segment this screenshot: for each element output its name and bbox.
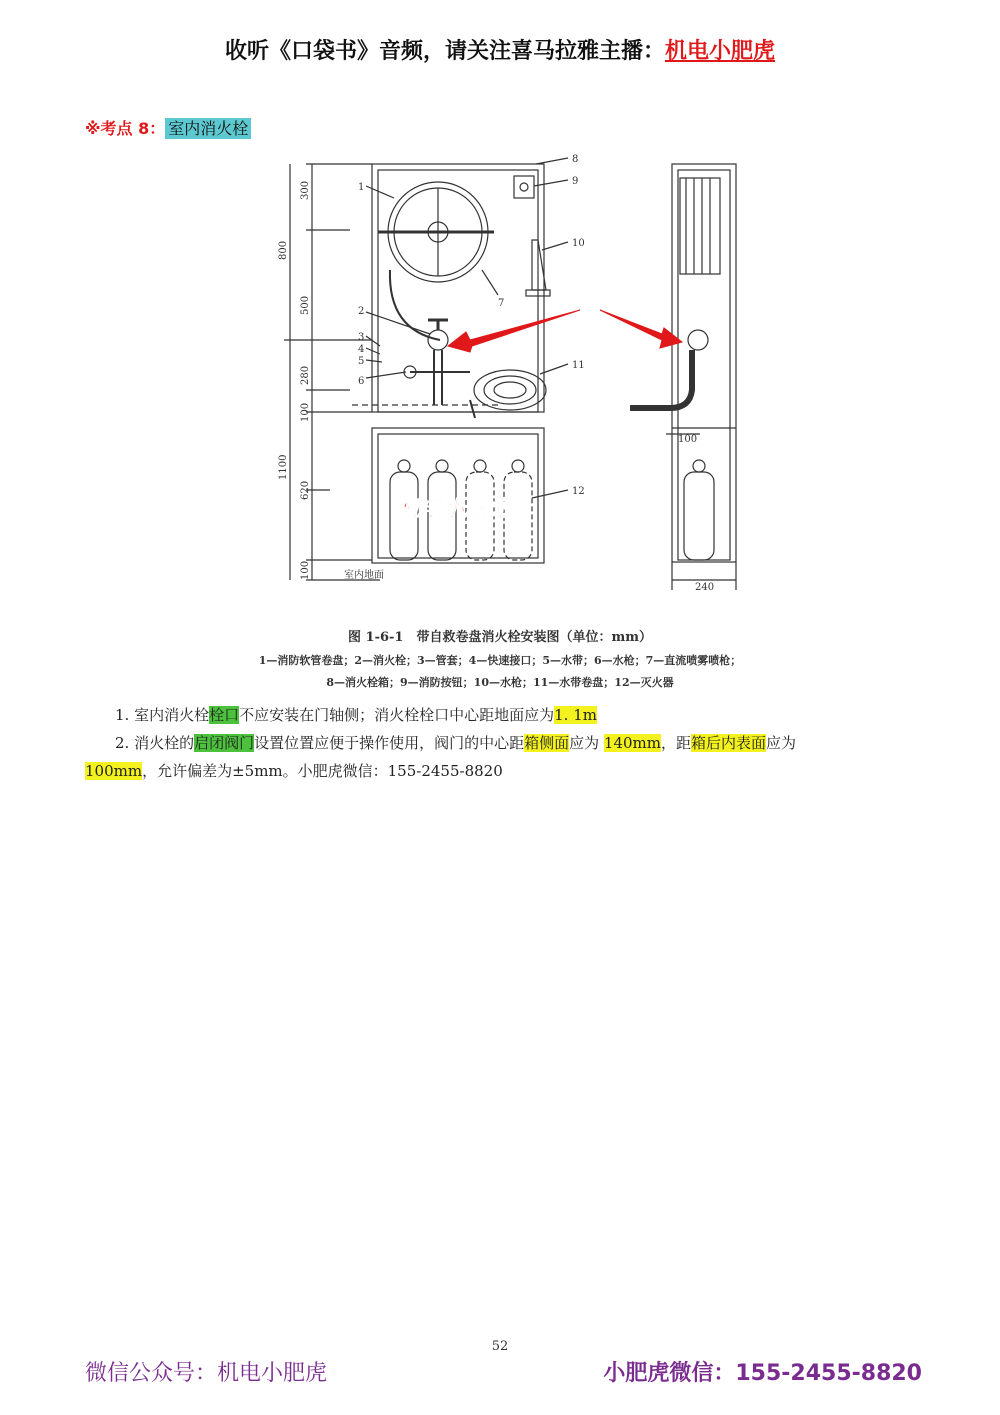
page-number: 52 [491, 1339, 509, 1354]
floor-label: 室内地面 [344, 570, 384, 581]
figure-caption: 图 1-6-1 带自救卷盘消火栓安装图（单位：mm） [348, 630, 652, 645]
dim-300: 300 [300, 180, 311, 200]
label-9: 9 [572, 176, 579, 187]
section-heading [85, 116, 251, 139]
label-7: 7 [498, 298, 505, 309]
p2-text-e: 应为 [766, 734, 797, 752]
label-11: 11 [572, 360, 585, 371]
label-10: 10 [572, 238, 585, 249]
p2-text-b: 设置位置应便于操作使用，阀门的中心距 [254, 734, 525, 752]
p2-highlight-d: 箱后内表面 [691, 734, 767, 752]
dim-100-a: 100 [300, 402, 311, 422]
dim-side-100: 100 [678, 434, 698, 445]
content-point-2 [115, 731, 930, 755]
dim-620: 620 [300, 480, 311, 500]
label-3: 3 [358, 332, 365, 343]
section-topic: 室内消火栓 [165, 118, 251, 139]
section-marker: ※考点 8： [85, 119, 166, 138]
hydrant-installation-diagram [270, 150, 770, 610]
p2-text-f: ，允许偏差为±5mm。小肥虎微信：155-2455-8820 [142, 762, 503, 780]
dim-800: 800 [278, 240, 289, 260]
footer-wechat-account: 微信公众号：机电小肥虎 [85, 1361, 328, 1386]
figure-legend-line-1: 1—消防软管卷盘；2—消火栓；3—管套；4—快速接口；5—水带；6—水枪；7—直流喷雾喷枪； [258, 654, 742, 667]
p2-text-d: ，距 [661, 734, 692, 752]
p1-text-b: 不应安装在门轴侧；消火栓栓口中心距地面应为 [239, 706, 555, 724]
label-5: 5 [358, 356, 365, 367]
label-12: 12 [572, 486, 585, 497]
footer-wechat-contact: 小肥虎微信：155-2455-8820 [603, 1361, 922, 1386]
header-text: 收听《口袋书》音频，请关注喜马拉雅主播： [224, 39, 665, 64]
page-header [0, 34, 1000, 65]
label-1: 1 [358, 182, 365, 193]
figure-watermark: 机电小肥虎 [398, 496, 509, 522]
dim-500: 500 [300, 295, 311, 315]
p2-highlight-c: 140mm [603, 734, 661, 752]
p1-highlight-b: 1. 1m [554, 706, 597, 724]
label-8: 8 [572, 154, 579, 165]
p2-text-a: 2. 消火栓的 [115, 734, 195, 752]
p2-highlight-a: 启闭阀门 [194, 734, 255, 752]
p2-text-c: 应为 [569, 734, 604, 752]
content-point-2-continued [85, 759, 935, 783]
header-author: 机电小肥虎 [665, 39, 776, 64]
p1-text-a: 1. 室内消火栓 [115, 706, 210, 724]
label-4: 4 [358, 344, 365, 355]
dim-280: 280 [300, 365, 311, 385]
content-point-1 [115, 703, 597, 727]
dim-side-240: 240 [695, 582, 715, 593]
p2-highlight-e: 100mm [85, 762, 143, 780]
dim-1100: 1100 [278, 454, 289, 480]
label-2: 2 [358, 306, 365, 317]
dim-100-b: 100 [300, 560, 311, 580]
p1-highlight-a: 栓口 [209, 706, 240, 724]
figure-legend-line-2: 8—消火栓箱；9—消防按钮；10—水枪；11—水带卷盘；12—灭火器 [326, 676, 674, 689]
p2-highlight-b: 箱侧面 [524, 734, 570, 752]
label-6: 6 [358, 376, 365, 387]
